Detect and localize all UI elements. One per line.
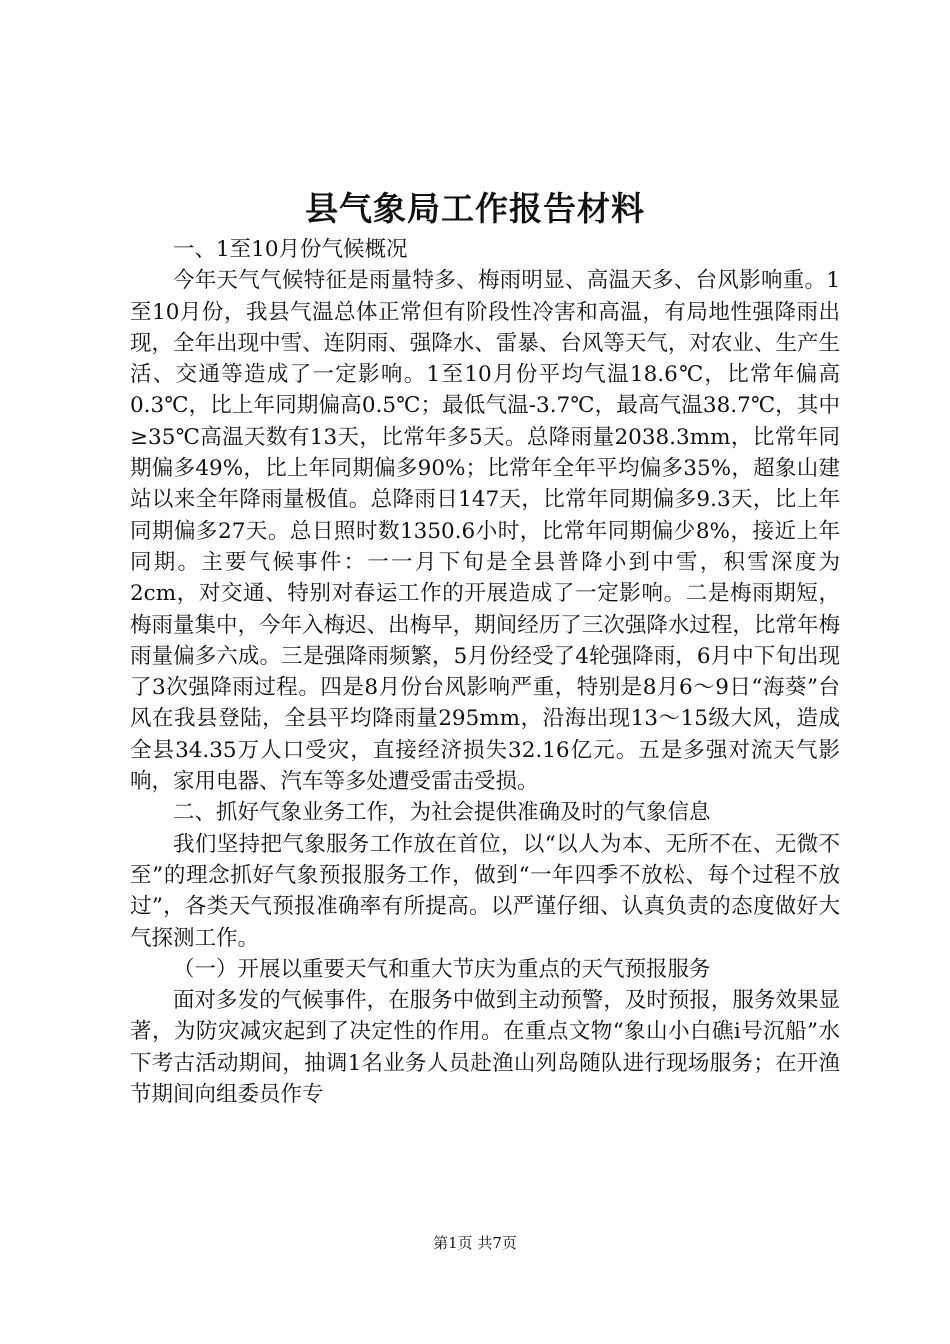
document-body <box>130 234 840 1110</box>
document-title: 县气象局工作报告材料 <box>305 189 645 228</box>
section-heading: 一、1至10月份气候概况 <box>173 237 408 262</box>
section-heading: 二、抓好气象业务工作，为社会提供准确及时的气象信息 <box>173 800 711 826</box>
paragraph: 今年天气气候特征是雨量特多、梅雨明显、高温天多、台风影响重。1至10月份，我县气温总体正常但有阶段性冷害和高温，有局地性强降雨出现，全年出现中雪、连阴雨、强降水、雷暴、台风等天气，对农业、生产生活、交通等造成了一定影响。1至10月份平均气温18.6℃，比常年偏高0.3℃，比上年同期偏高0.5℃；最低气温-3.7℃，最高气温38.7℃，其中≥35℃高温天数有13天，比常年多5天。总降雨量2038.3mm，比常年同期偏多49%，比上年同期偏多90%；比常年全年平均偏多35%，超象山建站以来全年降雨量极值。总降雨日147天，比常年同期偏多9.3天，比上年同期偏多27天。总日照时数1350.6小时，比常年同期偏少8%，接近上年同期。主要气候事件：一一月下旬是全县普降小到中雪，积雪深度为2cm，对交通、特别对春运工作的开展造成了一定影响。二是梅雨期短，梅雨量集中，今年入梅迟、出梅早，期间经历了三次强降水过程，比常年梅雨量偏多六成。三是强降雨频繁，5月份经受了4轮强降雨，6月中下旬出现了3次强降雨过程。四是8月份台风影响严重，特别是8月6～9日“海葵”台风在我县登陆，全县平均降雨量295mm，沿海出现13～15级大风，造成全县34.35万人口受灾，直接经济损失32.16亿元。五是多强对流天气影响，家用电器、汽车等多处遭受雷击受损。 <box>130 268 840 795</box>
paragraph: 面对多发的气候事件，在服务中做到主动预警，及时预报，服务效果显著，为防灾减灾起到了决定性的作用。在重点文物“象山小白礁ⅰ号沉船”水下考古活动期间，抽调1名业务人员赴渔山列岛随队进行现场服务；在开渔节期间向组委员作专 <box>130 988 840 1108</box>
paragraph: 我们坚持把气象服务工作放在首位，以“以人为本、无所不在、无微不至”的理念抓好气象预报服务工作，做到“一年四季不放松、每个过程不放过”，各类天气预报准确率有所提高。以严谨仔细、认真负责的态度做好大气探测工作。 <box>130 831 840 951</box>
subsection-heading: （一）开展以重要天气和重大节庆为重点的天气预报服务 <box>173 956 711 982</box>
page-footer: 第1页 共7页 <box>433 1234 517 1252</box>
